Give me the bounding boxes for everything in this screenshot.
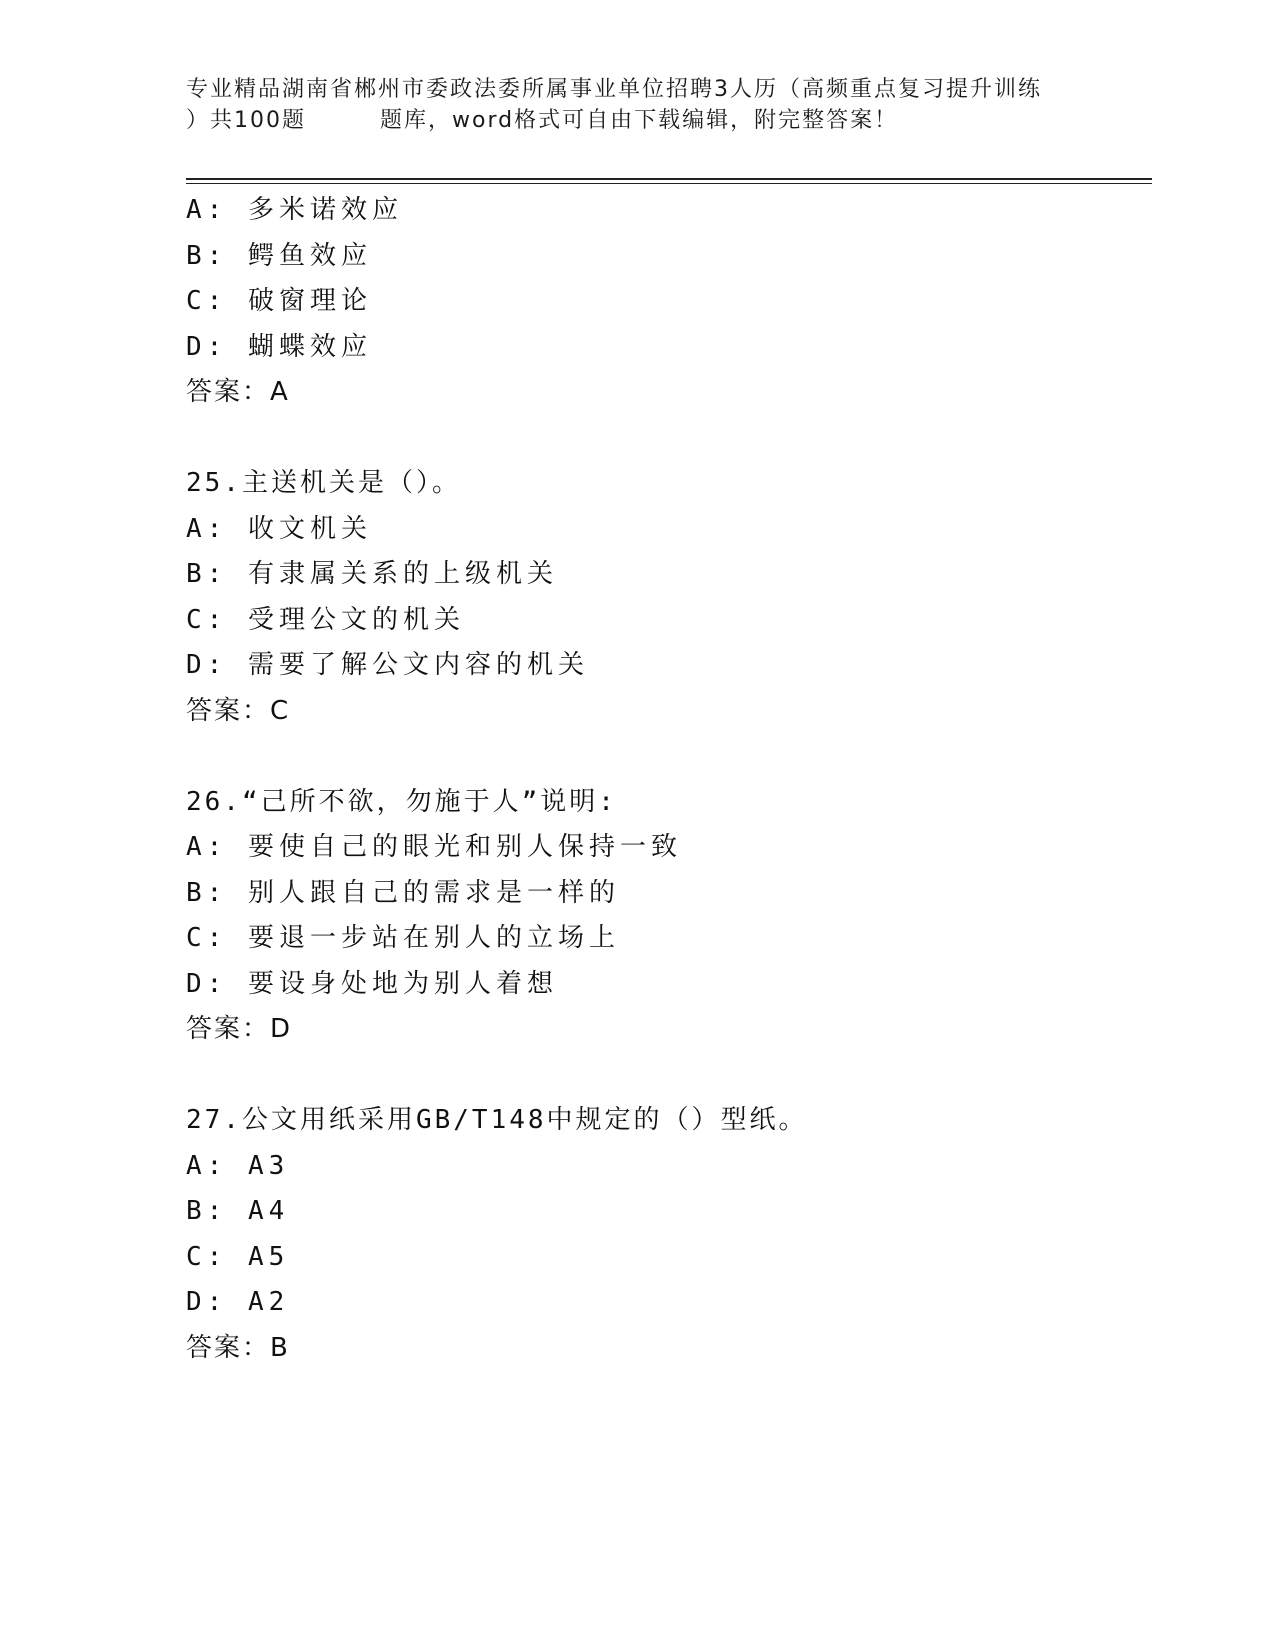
- option-d: D: 蝴蝶效应: [186, 331, 372, 362]
- option-a: A: A3: [186, 1150, 290, 1181]
- option-c: C: 要退一步站在别人的立场上: [186, 923, 620, 953]
- question-text: 25.主送机关是（）。: [186, 468, 461, 498]
- answer: 答案：C: [186, 695, 291, 726]
- answer: 答案：B: [186, 1332, 290, 1363]
- answer: 答案：A: [186, 377, 290, 407]
- option-d: D: A2: [186, 1287, 290, 1317]
- option-c: C: 受理公文的机关: [186, 604, 465, 635]
- option-a: A: 收文机关: [186, 513, 372, 544]
- header-line-2: [186, 105, 1106, 136]
- document-header: [186, 74, 1106, 136]
- header-line-2-part-b: 题库，word格式可自由下载编辑，附完整答案！: [380, 108, 899, 133]
- header-rule-thick: [186, 178, 1152, 180]
- header-line-1: 专业精品湖南省郴州市委政法委所属事业单位招聘3人历（高频重点复习提升训练: [186, 77, 1042, 102]
- option-c: C: A5: [186, 1241, 290, 1272]
- answer: 答案：D: [186, 1014, 293, 1044]
- header-line-2-part-a: ）共100题: [186, 108, 306, 133]
- option-d: D: 需要了解公文内容的机关: [186, 650, 589, 680]
- header-rule-thin: [186, 183, 1152, 184]
- option-a: A: 要使自己的眼光和别人保持一致: [186, 832, 682, 862]
- question-text: 27.公文用纸采用GB/T148中规定的（）型纸。: [186, 1105, 808, 1135]
- option-b: B: 鳄鱼效应: [186, 240, 372, 271]
- option-d: D: 要设身处地为别人着想: [186, 968, 558, 999]
- option-c: C: 破窗理论: [186, 286, 372, 316]
- option-b: B: 别人跟自己的需求是一样的: [186, 877, 620, 908]
- option-b: B: 有隶属关系的上级机关: [186, 559, 558, 589]
- option-a: A: 多米诺效应: [186, 195, 403, 225]
- question-text: 26.“己所不欲，勿施于人”说明:: [186, 786, 617, 817]
- option-b: B: A4: [186, 1196, 290, 1226]
- question-list: [186, 188, 1146, 1371]
